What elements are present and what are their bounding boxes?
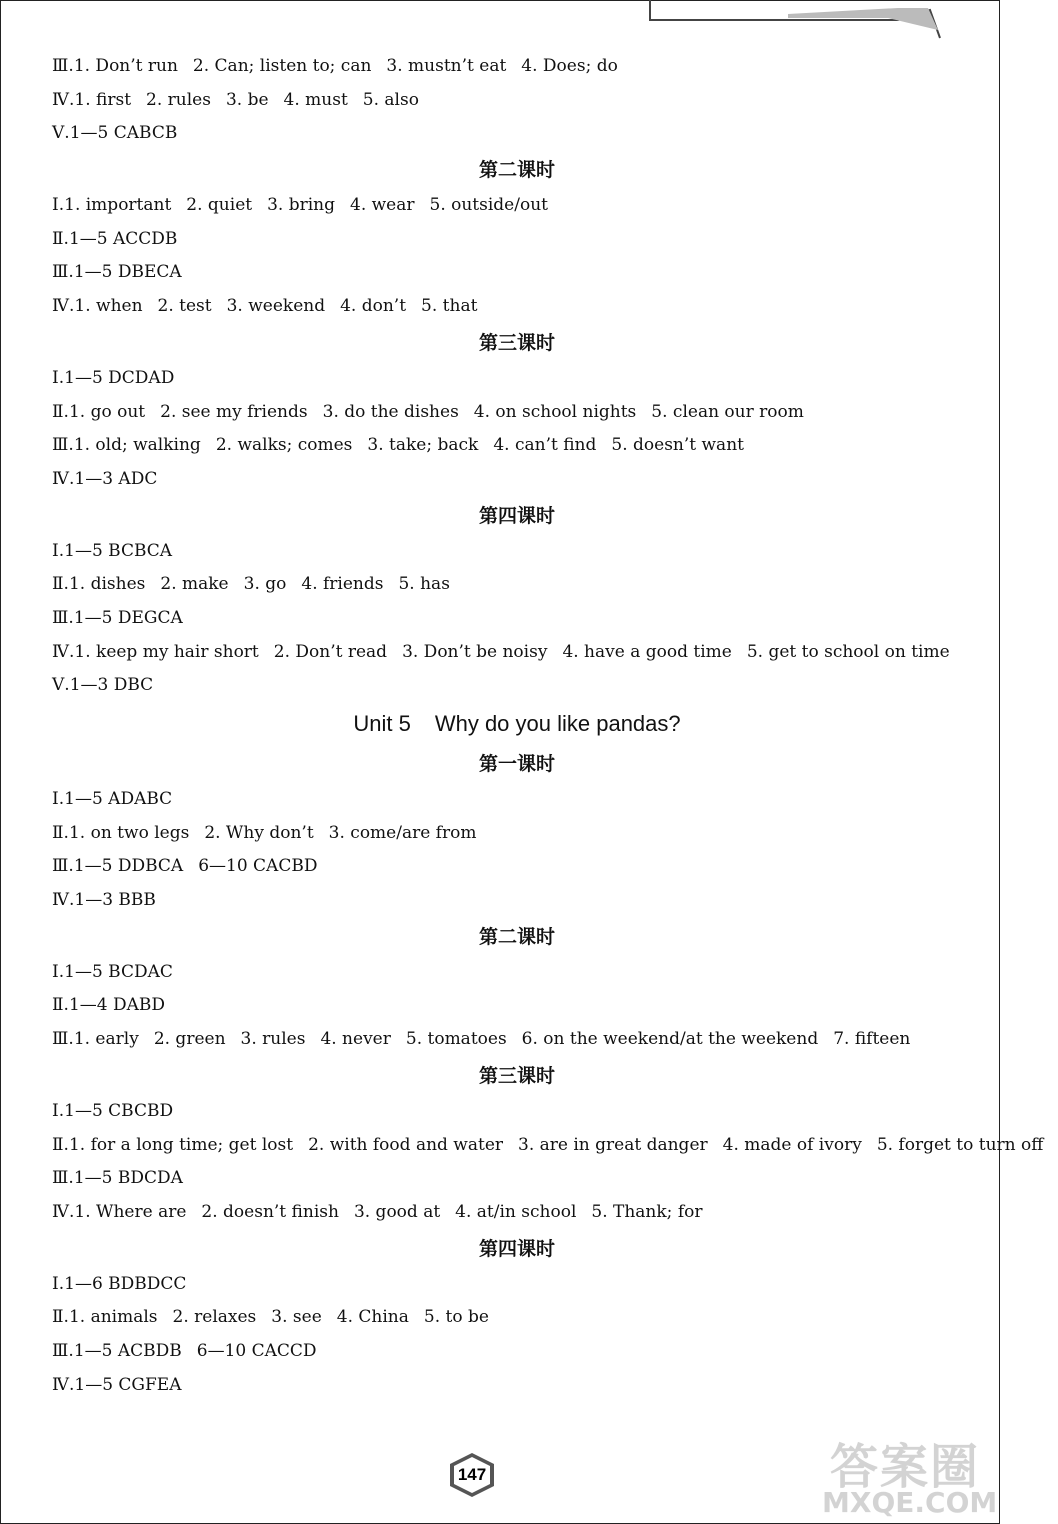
lesson-heading: 第三课时: [478, 1064, 555, 1087]
answer-line: [52, 1129, 1044, 1163]
section-numeral: Ⅲ.: [52, 56, 74, 76]
answer-item: 3. good at: [353, 1201, 441, 1222]
answer-item: 3. rules: [240, 1029, 306, 1050]
answer-item: 4. wear: [350, 195, 415, 216]
answer-item: 1. when: [74, 296, 143, 317]
answer-item: 6—10 CACCD: [196, 1340, 317, 1361]
section-numeral: Ⅲ.: [52, 607, 74, 628]
section-numeral: Ⅲ.: [52, 1168, 74, 1189]
answer-item: 2. Don’t read: [273, 641, 388, 662]
answer-line: [52, 1196, 952, 1230]
answer-item: 1—5 ADABC: [64, 789, 173, 809]
answer-item: 1—5 ACCDB: [68, 228, 178, 249]
section-numeral: Ⅲ.: [52, 1029, 74, 1050]
lesson-heading: 第三课时: [478, 331, 555, 354]
answer-item: 1. for a long time; get lost: [68, 1134, 294, 1155]
answer-item: 1—5 BDCDA: [73, 1168, 183, 1189]
answer-item: 1—5 ACBDB: [73, 1340, 182, 1361]
answer-item: 3. take; back: [367, 435, 479, 456]
answer-line: [52, 817, 952, 851]
answer-item: 2. test: [157, 296, 212, 317]
answer-item: 5. tomatoes: [405, 1029, 507, 1050]
answer-line: [52, 1095, 952, 1129]
section-numeral: Ⅰ.: [52, 961, 65, 982]
lesson-heading: 第四课时: [478, 504, 555, 527]
section-numeral: Ⅱ.: [52, 228, 69, 249]
answer-item: 1—5 DCDAD: [64, 367, 175, 388]
answer-item: 2. doesn’t finish: [201, 1201, 339, 1222]
answer-line: [52, 1268, 952, 1302]
answer-item: 5. that: [421, 296, 478, 317]
section-numeral: Ⅱ.: [52, 822, 69, 843]
answer-item: 2. walks; comes: [215, 435, 353, 456]
section-numeral: Ⅰ.: [52, 540, 65, 561]
answer-item: 3. come/are from: [328, 822, 477, 843]
section-numeral: Ⅴ.: [52, 123, 70, 144]
corner-decoration: [648, 0, 940, 38]
answer-item: 1—6 BDBDCC: [64, 1273, 187, 1294]
answer-item: 2. green: [153, 1029, 226, 1050]
answer-item: 3. weekend: [226, 296, 326, 317]
answer-item: 1. important: [64, 195, 172, 216]
section-numeral: Ⅰ.: [52, 789, 65, 809]
answer-line: [52, 189, 952, 223]
answer-item: 4. made of ivory: [722, 1134, 862, 1155]
answer-line: [52, 256, 952, 290]
answer-item: 2. Can; listen to; can: [192, 56, 372, 76]
answer-line: [52, 223, 952, 257]
answer-item: 1. Where are: [74, 1201, 187, 1222]
section-numeral: Ⅰ.: [52, 195, 65, 216]
answer-item: 2. see my friends: [160, 401, 308, 422]
answer-item: 5. to be: [423, 1307, 489, 1328]
answer-line: [52, 1023, 952, 1057]
answer-item: 2. with food and water: [308, 1134, 504, 1155]
answer-item: 1—5 BCBCA: [64, 540, 173, 561]
answer-item: 4. must: [283, 89, 348, 110]
answer-item: 7. fifteen: [833, 1029, 911, 1050]
unit-title: Why do you like pandas?: [434, 711, 681, 736]
answer-content: [52, 50, 1044, 1402]
lesson-heading: 第四课时: [478, 1237, 555, 1260]
answer-item: 3. bring: [267, 195, 335, 216]
answer-line: [52, 535, 952, 569]
answer-item: 1—5 CBCBD: [64, 1100, 174, 1121]
answer-item: 3. do the dishes: [322, 401, 459, 422]
answer-line: [52, 669, 952, 703]
section-numeral: Ⅳ.: [52, 296, 75, 317]
answer-line: [52, 850, 952, 884]
section-numeral: Ⅲ.: [52, 1340, 74, 1361]
answer-item: 1—3 BBB: [74, 890, 156, 911]
lesson-heading: 第二课时: [478, 159, 555, 182]
answer-item: 3. go: [243, 574, 287, 595]
answer-item: 2. quiet: [186, 195, 253, 216]
answer-item: 1—5 BCDAC: [64, 961, 173, 982]
answer-item: 4. at/in school: [455, 1201, 577, 1222]
answer-item: 1. Don’t run: [73, 56, 178, 76]
answer-line: [52, 568, 952, 602]
answer-item: 3. Don’t be noisy: [402, 641, 548, 662]
answer-line: [52, 783, 952, 817]
answer-line: [52, 290, 952, 324]
answer-line: [52, 463, 952, 497]
answer-item: 6—10 CACBD: [198, 856, 318, 877]
answer-item: 1. first: [74, 89, 132, 110]
section-numeral: Ⅱ.: [52, 401, 69, 422]
answer-item: 5. Thank; for: [591, 1201, 703, 1222]
answer-line: [52, 1369, 952, 1403]
answer-item: 5. also: [362, 89, 419, 110]
answer-item: 2. Why don’t: [204, 822, 314, 843]
answer-item: 1. keep my hair short: [74, 641, 259, 662]
watermark-logo: 答案圈: [830, 1439, 981, 1495]
answer-item: 1—4 DABD: [68, 995, 166, 1016]
answer-item: 5. forget to turn off: [876, 1134, 1044, 1155]
answer-item: 1—3 DBC: [69, 675, 154, 696]
section-numeral: Ⅱ.: [52, 1134, 69, 1155]
answer-item: 4. never: [320, 1029, 391, 1050]
section-numeral: Ⅲ.: [52, 435, 74, 456]
section-numeral: Ⅳ.: [52, 1201, 75, 1222]
answer-line: [52, 956, 952, 990]
answer-item: 3. mustn’t eat: [386, 56, 507, 76]
answer-line: [52, 117, 952, 151]
answer-item: 3. be: [225, 89, 269, 110]
answer-item: 1. dishes: [68, 574, 146, 595]
answer-item: 4. have a good time: [562, 641, 732, 662]
section-numeral: Ⅲ.: [52, 856, 74, 877]
answer-line: [52, 1162, 952, 1196]
answer-item: 3. are in great danger: [518, 1134, 708, 1155]
section-numeral: Ⅳ.: [52, 641, 75, 662]
unit-heading: [52, 703, 952, 745]
answer-item: 6. on the weekend/at the weekend: [521, 1029, 819, 1050]
answer-line: [52, 84, 952, 118]
section-numeral: Ⅰ.: [52, 1100, 65, 1121]
section-numeral: Ⅲ.: [52, 262, 74, 283]
answer-item: 1. go out: [68, 401, 146, 422]
answer-item: 5. has: [398, 574, 450, 595]
answer-item: 4. China: [336, 1307, 409, 1328]
answer-item: 2. make: [160, 574, 229, 595]
answer-line: [52, 1301, 952, 1335]
watermark-url: MXQE.COM: [822, 1486, 998, 1519]
answer-line: [52, 429, 952, 463]
section-numeral: Ⅳ.: [52, 89, 75, 110]
lesson-heading: 第一课时: [478, 753, 555, 775]
answer-item: 1. old; walking: [73, 435, 201, 456]
answer-item: 4. can’t find: [493, 435, 597, 456]
answer-item: 4. Does; do: [521, 56, 618, 76]
answer-item: 1—5 DBECA: [73, 262, 182, 283]
section-numeral: Ⅱ.: [52, 1307, 69, 1328]
answer-item: 1. animals: [68, 1307, 158, 1328]
page-number-text: 147: [457, 1465, 487, 1484]
answer-item: 5. get to school on time: [746, 641, 950, 662]
section-numeral: Ⅰ.: [52, 1273, 65, 1294]
answer-item: 5. clean our room: [651, 401, 804, 422]
section-numeral: Ⅳ.: [52, 890, 75, 911]
answer-item: 1—5 DDBCA: [73, 856, 184, 877]
answer-item: 1. early: [73, 1029, 139, 1050]
section-numeral: Ⅱ.: [52, 995, 69, 1016]
answer-item: 4. don’t: [340, 296, 407, 317]
unit-label: Unit 5: [353, 711, 411, 736]
answer-item: 2. relaxes: [172, 1307, 257, 1328]
answer-line: [52, 362, 952, 396]
section-numeral: Ⅴ.: [52, 675, 70, 696]
answer-item: 1—5 DEGCA: [73, 607, 183, 628]
answer-line: [52, 884, 952, 918]
answer-item: 4. on school nights: [473, 401, 637, 422]
answer-line: [52, 989, 952, 1023]
watermark: [820, 1428, 998, 1519]
answer-item: 1. on two legs: [68, 822, 190, 843]
answer-item: 2. rules: [146, 89, 211, 110]
answer-line: [52, 636, 952, 670]
answer-item: 3. see: [271, 1307, 322, 1328]
section-numeral: Ⅱ.: [52, 574, 69, 595]
answer-line: [52, 396, 952, 430]
answer-line: [52, 1335, 952, 1369]
answer-line: [52, 602, 952, 636]
lesson-heading: 第二课时: [478, 925, 555, 948]
answer-item: 1—5 CGFEA: [74, 1374, 182, 1395]
page-number: [447, 1452, 497, 1498]
answer-item: 5. doesn’t want: [611, 435, 744, 456]
section-numeral: Ⅰ.: [52, 367, 65, 388]
answer-item: 1—5 CABCB: [69, 123, 178, 144]
answer-item: 1—3 ADC: [74, 468, 158, 489]
answer-item: 5. outside/out: [429, 195, 548, 216]
answer-item: 4. friends: [301, 574, 384, 595]
section-numeral: Ⅳ.: [52, 468, 75, 489]
section-numeral: Ⅳ.: [52, 1374, 75, 1395]
answer-line: [52, 50, 952, 84]
